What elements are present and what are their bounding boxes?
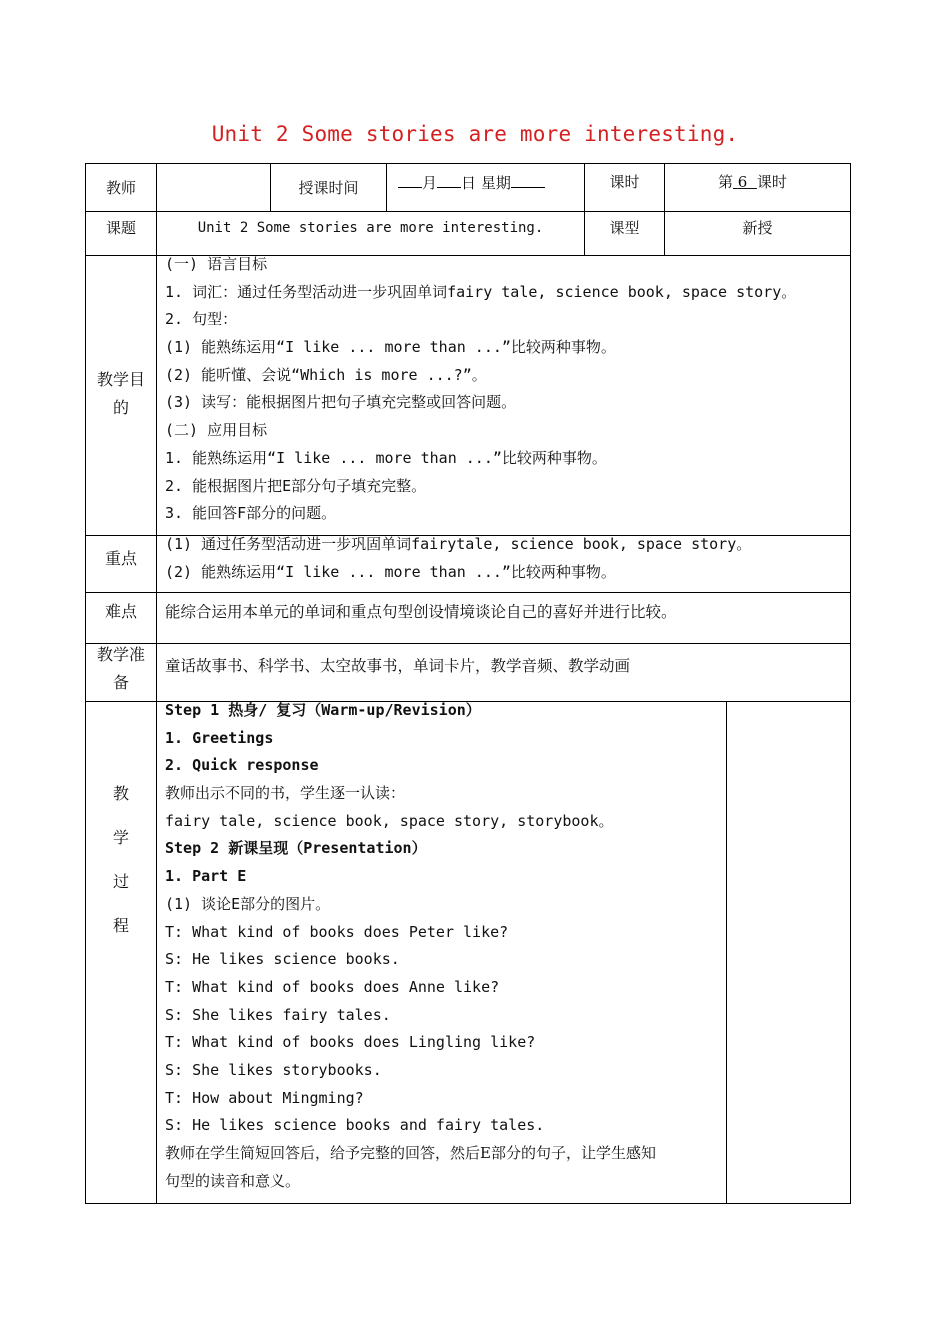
objective-line: (3) 读写：能根据图片把句子填充完整或回答问题。 (165, 393, 517, 412)
process-line: Step 2 新课呈现（Presentation） (165, 839, 427, 858)
topic-label: 课题 (105, 219, 136, 237)
table-border-bottom (85, 1203, 851, 1204)
process-notes-column (727, 702, 850, 1202)
period-number: 6 (737, 173, 748, 191)
process-label (86, 772, 156, 948)
key-point-line: (2) 能熟练运用“I like ... more than ...”比较两种事物。 (165, 562, 616, 581)
weekday-label: 星期 (480, 174, 511, 192)
table-divider (156, 163, 157, 1204)
process-line: 2. Quick response (165, 756, 319, 775)
table-border-right (850, 163, 851, 1204)
type-value: 新授 (742, 219, 773, 237)
key-points-content (165, 531, 751, 586)
preparation-label-text: 教学准 备 (96, 645, 145, 692)
process-line: T: How about Mingming? (165, 1088, 364, 1107)
time-label: 授课时间 (298, 179, 359, 197)
table-border-left (85, 163, 86, 1204)
objectives-label-text: 教学目 的 (96, 370, 145, 417)
process-line: fairy tale, science book, space story, storybook。 (165, 811, 614, 830)
objective-line: (2) 能听懂、会说“Which is more ...?”。 (165, 365, 487, 384)
month-label: 月 (422, 174, 438, 192)
objectives-label (90, 366, 152, 422)
objective-line: (1) 能熟练运用“I like ... more than ...”比较两种事物。 (165, 338, 616, 357)
objective-line: 2. 句型： (165, 310, 238, 329)
key-points-label: 重点 (104, 549, 137, 568)
process-line: T: What kind of books does Lingling like? (165, 1033, 536, 1052)
process-line: T: What kind of books does Anne like? (165, 977, 500, 996)
day-label: 日 (461, 174, 477, 192)
process-line: 教师出示不同的书，学生逐一认读： (165, 784, 406, 803)
objective-line: 1. 词汇：通过任务型活动进一步巩固单词fairy tale, science book, space story。 (165, 282, 797, 301)
process-content (165, 697, 656, 1195)
period-suffix: 课时 (756, 173, 787, 191)
process-label-char: 学 (112, 828, 129, 847)
objectives-content (165, 251, 796, 528)
type-label: 课型 (609, 219, 640, 237)
teacher-label: 教师 (105, 179, 136, 197)
date-field (398, 173, 545, 193)
objective-line: 3. 能回答F部分的问题。 (165, 504, 337, 523)
process-line: (1) 谈论E部分的图片。 (165, 894, 331, 913)
key-point-line: (1) 通过任务型活动进一步巩固单词fairytale, science book, space story。 (165, 535, 752, 553)
objective-line: (一) 语言目标 (165, 255, 268, 273)
topic-value: Unit 2 Some stories are more interesting. (197, 220, 544, 236)
process-line: 句型的读音和意义。 (165, 1171, 301, 1190)
process-line: S: She likes fairy tales. (165, 1005, 391, 1024)
objective-line: 2. 能根据图片把E部分句子填充完整。 (165, 476, 427, 495)
table-border-top (85, 163, 851, 164)
process-line: 1. Greetings (165, 728, 274, 747)
table-divider (85, 643, 851, 644)
table-divider (85, 592, 851, 593)
difficulty-text: 能综合运用本单元的单词和重点句型创设情境谈论自己的喜好并进行比较。 (165, 603, 677, 621)
process-label-char: 程 (112, 916, 129, 935)
period-prefix: 第 (718, 173, 734, 191)
table-divider (386, 163, 387, 211)
page-title: Unit 2 Some stories are more interesting. (211, 122, 739, 146)
preparation-text: 童话故事书、科学书、太空故事书，单词卡片，教学音频、教学动画 (165, 657, 631, 675)
process-line: S: He likes science books. (165, 950, 400, 969)
preparation-label (92, 641, 150, 697)
process-line: T: What kind of books does Peter like? (165, 922, 509, 941)
process-line: S: She likes storybooks. (165, 1060, 382, 1079)
period-value (718, 172, 787, 192)
process-label-char: 过 (112, 872, 129, 891)
process-line: S: He likes science books and fairy tales. (165, 1116, 545, 1135)
process-line: Step 1 热身/ 复习（Warm-up/Revision） (165, 701, 481, 719)
table-divider (85, 211, 851, 212)
difficulty-label: 难点 (104, 602, 137, 621)
period-label: 课时 (609, 173, 640, 191)
process-line: 1. Part E (165, 867, 247, 886)
process-label-char: 教 (112, 784, 129, 803)
table-divider (664, 163, 665, 255)
objective-line: (二) 应用目标 (165, 421, 268, 440)
objective-line: 1. 能熟练运用“I like ... more than ...”比较两种事物。 (165, 448, 607, 467)
process-line: 教师在学生简短回答后，给予完整的回答，然后E部分的句子，让学生感知 (165, 1144, 656, 1162)
